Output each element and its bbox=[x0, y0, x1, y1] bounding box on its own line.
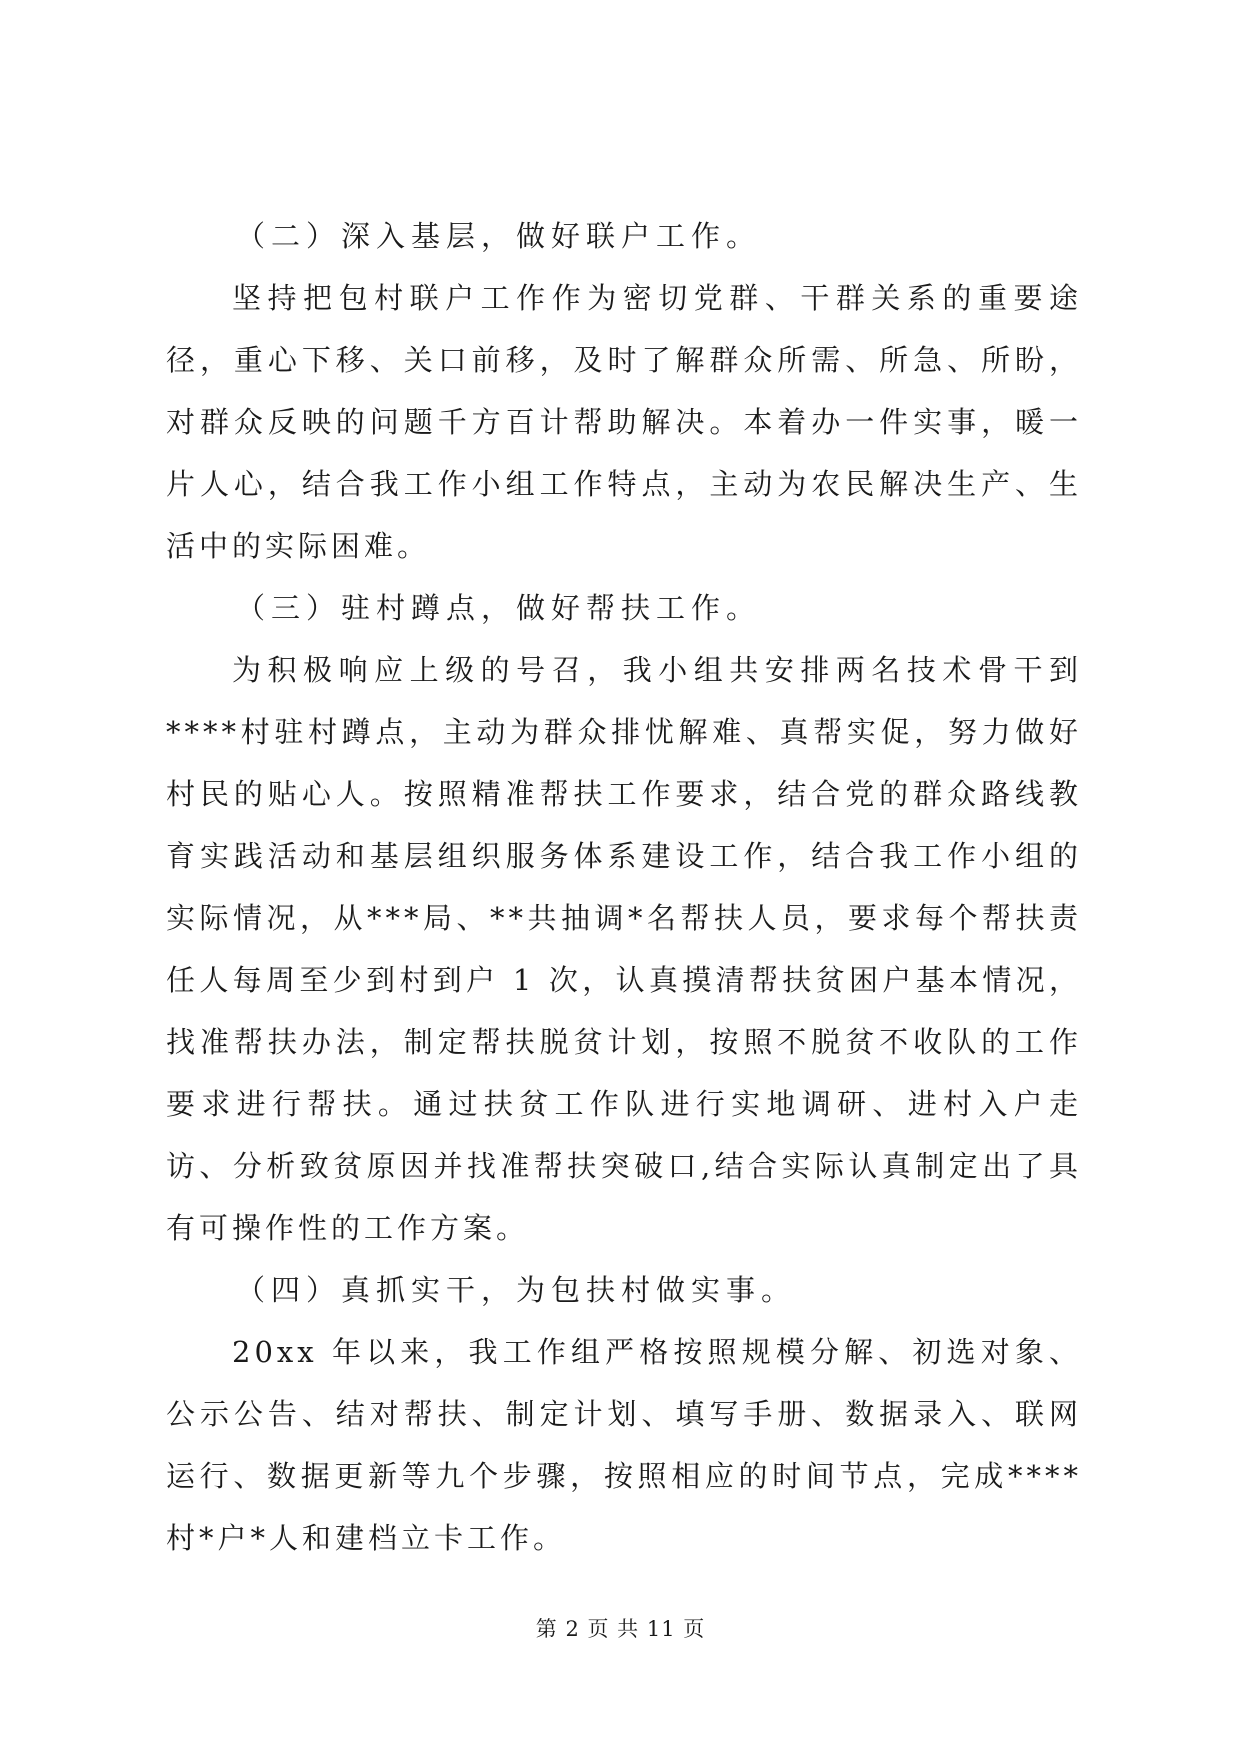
section-paragraph-2: 坚持把包村联户工作作为密切党群、干群关系的重要途径，重心下移、关口前移，及时了解群众所需、所急、所盼，对群众反映的问题千方百计帮助解决。本着办一件实事，暖一片人心，结合我工作小组工作特点，主动为农民解决生产、生活中的实际困难。 bbox=[166, 281, 1082, 563]
page-number-footer: 第 2 页 共 11 页 bbox=[535, 1617, 706, 1641]
section-paragraph-3: 为积极响应上级的号召，我小组共安排两名技术骨干到****村驻村蹲点，主动为群众排忧解难、真帮实促，努力做好村民的贴心人。按照精准帮扶工作要求，结合党的群众路线教育实践活动和基层组织服务体系建设工作，结合我工作小组的实际情况，从***局、**共抽调*名帮扶人员，要求每个帮扶责任人每周至少到村到户 1 次，认真摸清帮扶贫困户基本情况，找准帮扶办法，制定帮扶脱贫计划，按照不脱贫不收队的工作要求进行帮扶。通过扶贫工作队进行实地调研、进村入户走访、分析致贫原因并找准帮扶突破口,结合实际认真制定出了具有可操作性的工作方案。 bbox=[166, 653, 1082, 1245]
section-paragraph-4: 20xx 年以来，我工作组严格按照规模分解、初选对象、公示公告、结对帮扶、制定计划、填写手册、数据录入、联网运行、数据更新等九个步骤，按照相应的时间节点，完成****村*户*人和建档立卡工作。 bbox=[166, 1335, 1082, 1555]
section-heading-3: （三）驻村蹲点，做好帮扶工作。 bbox=[236, 591, 762, 625]
document-body bbox=[166, 205, 1082, 1569]
section-heading-2: （二）深入基层，做好联户工作。 bbox=[236, 219, 762, 253]
section-heading-4: （四）真抓实干，为包扶村做实事。 bbox=[236, 1273, 797, 1307]
